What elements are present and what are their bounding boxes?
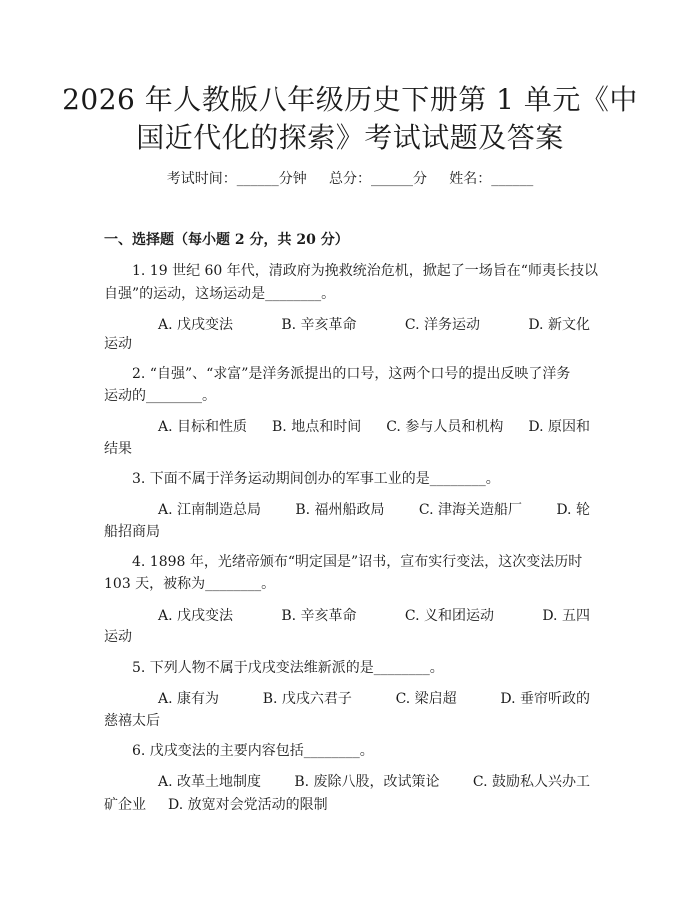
option-c: C. 梁启超 bbox=[395, 691, 457, 707]
question-3-option-wrap: 船招商局 bbox=[104, 524, 160, 540]
option-b: B. 辛亥革命 bbox=[281, 317, 357, 333]
question-4-text-line2: 103 天，被称为________。 bbox=[104, 576, 276, 592]
question-1-text-line2: 自强”的运动，这场运动是________。 bbox=[104, 286, 336, 302]
question-4-option-wrap: 运动 bbox=[104, 629, 132, 645]
question-6-text: 6. 戊戌变法的主要内容包括________。 bbox=[132, 743, 374, 759]
question-1-text-line1: 1. 19 世纪 60 年代，清政府为挽救统治危机，掀起了一场旨在“师夷长技以 bbox=[132, 263, 598, 279]
option-b: B. 福州船政局 bbox=[295, 502, 385, 518]
option-c: C. 洋务运动 bbox=[404, 317, 480, 333]
option-c: C. 津海关造船厂 bbox=[418, 502, 522, 518]
question-6-options bbox=[158, 772, 590, 792]
option-b: B. 辛亥革命 bbox=[281, 608, 357, 624]
question-6-option-wrap bbox=[104, 795, 328, 815]
option-a: A. 康有为 bbox=[158, 691, 220, 707]
question-2-option-wrap: 结果 bbox=[104, 441, 132, 457]
option-d: D. 放宽对会党活动的限制 bbox=[168, 797, 328, 813]
question-1-options bbox=[158, 315, 590, 335]
option-d: D. 五四 bbox=[542, 608, 590, 624]
option-c: C. 义和团运动 bbox=[404, 608, 494, 624]
option-b: B. 废除八股，改试策论 bbox=[294, 774, 440, 790]
question-3-text: 3. 下面不属于洋务运动期间创办的军事工业的是________。 bbox=[132, 471, 500, 487]
question-2-text-line1: 2. “自强”、“求富”是洋务派提出的口号，这两个口号的提出反映了洋务 bbox=[132, 366, 571, 382]
option-d: D. 轮 bbox=[556, 502, 590, 518]
question-1-option-wrap: 运动 bbox=[104, 336, 132, 352]
option-c: C. 鼓励私人兴办工 bbox=[472, 774, 590, 790]
page-title-line1: 2026 年人教版八年级历史下册第 1 单元《中 bbox=[62, 83, 638, 116]
option-d: D. 垂帘听政的 bbox=[500, 691, 590, 707]
question-3-options bbox=[158, 500, 590, 520]
option-b: B. 戊戌六君子 bbox=[262, 691, 352, 707]
option-b: B. 地点和时间 bbox=[272, 419, 362, 435]
option-c: C. 参与人员和机构 bbox=[386, 419, 504, 435]
option-a: A. 目标和性质 bbox=[158, 419, 248, 435]
option-a: A. 戊戌变法 bbox=[158, 608, 234, 624]
question-4-options bbox=[158, 606, 590, 626]
option-a: A. 改革土地制度 bbox=[158, 774, 262, 790]
question-5-options bbox=[158, 689, 590, 709]
question-4-text-line1: 4. 1898 年，光绪帝颁布“明定国是”诏书，宣布实行变法，这次变法历时 bbox=[132, 554, 583, 570]
option-a: A. 戊戌变法 bbox=[158, 317, 234, 333]
question-5-text: 5. 下列人物不属于戊戌变法维新派的是________。 bbox=[132, 660, 444, 676]
option-d: D. 原因和 bbox=[528, 419, 590, 435]
option-a: A. 江南制造总局 bbox=[158, 502, 262, 518]
question-2-options bbox=[158, 417, 590, 437]
section-heading: 一、选择题（每小题 2 分，共 20 分） bbox=[104, 232, 349, 248]
exam-info: 考试时间：______分钟 总分：______分 姓名：______ bbox=[166, 171, 534, 187]
question-5-option-wrap: 慈禧太后 bbox=[104, 713, 160, 729]
page-title-line2: 国近代化的探索》考试试题及答案 bbox=[136, 121, 564, 154]
option-c-wrap: 矿企业 bbox=[104, 797, 146, 813]
option-d: D. 新文化 bbox=[528, 317, 590, 333]
question-2-text-line2: 运动的________。 bbox=[104, 388, 216, 404]
